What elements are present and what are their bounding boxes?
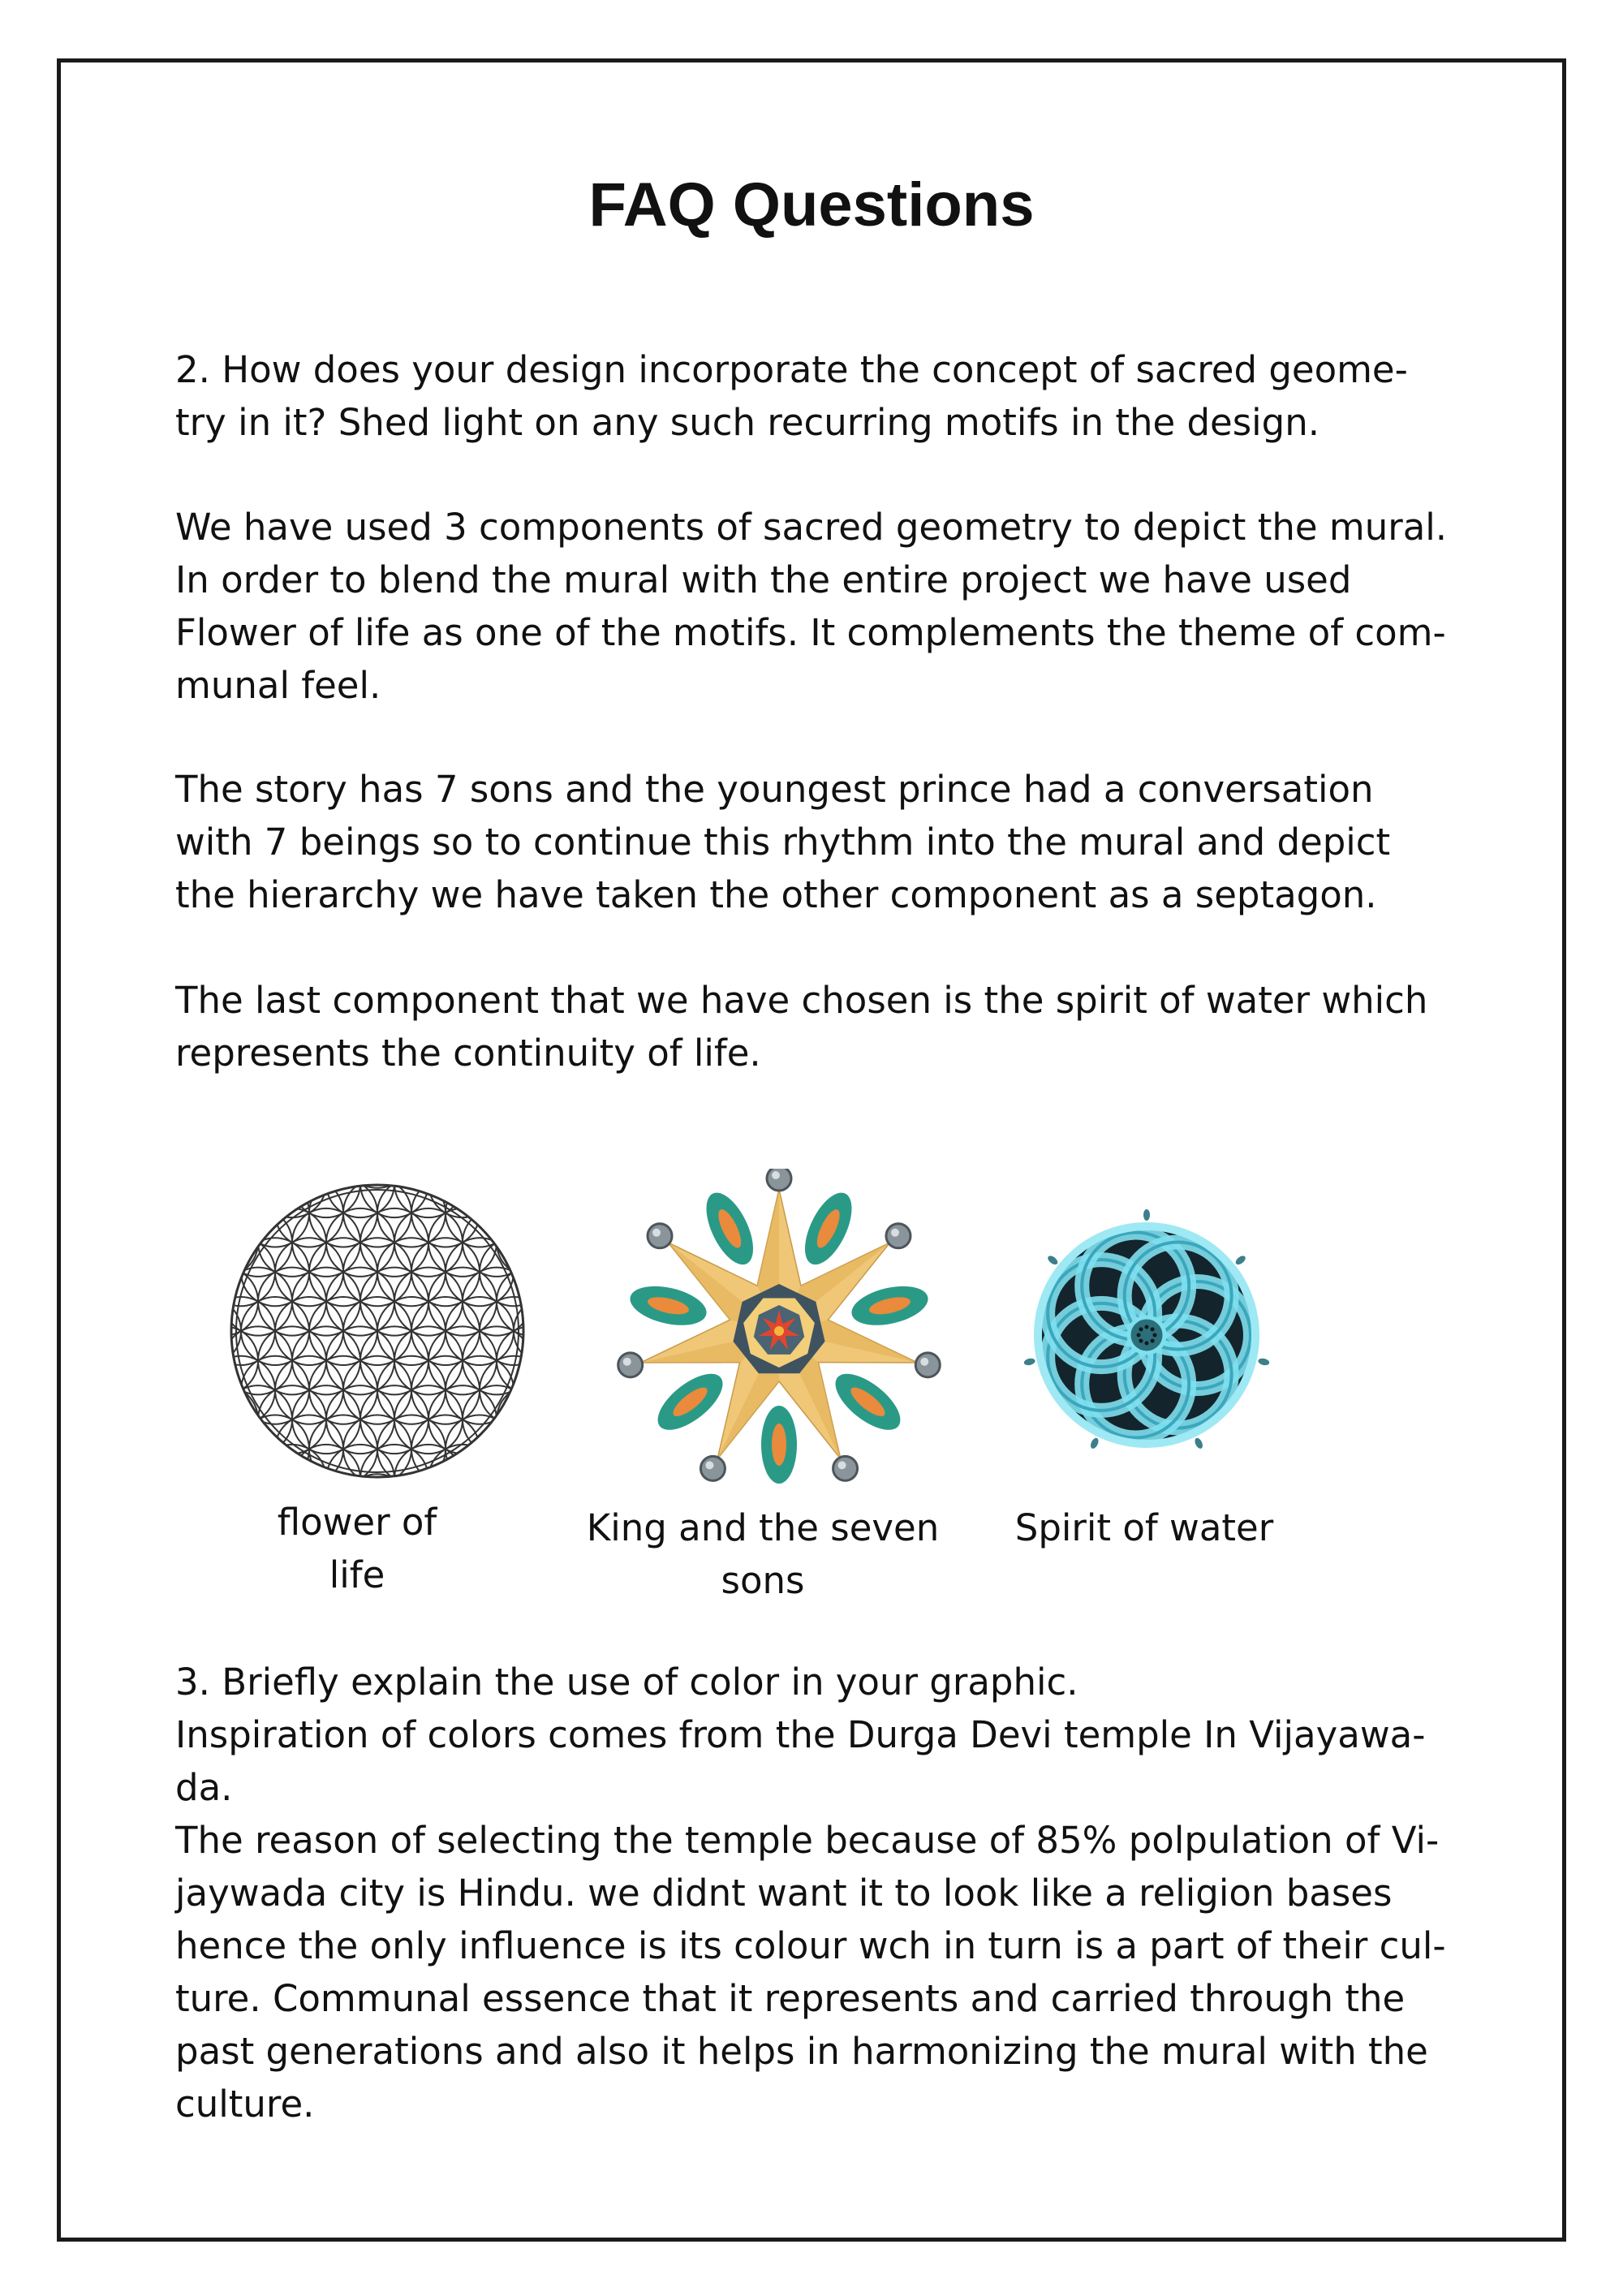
flower-of-life-icon: [227, 1181, 527, 1481]
septagon-star-icon: [617, 1169, 941, 1493]
question-2: 2. How does your design incorporate the concept of sacred geome- try in it? Shed light on any such recurring motifs in the design.: [175, 348, 1408, 444]
caption-king-and-sons: King and the seven sons: [586, 1506, 940, 1602]
spirit-of-water-icon: [1021, 1209, 1272, 1461]
answer-2-paragraph-2: The story has 7 sons and the youngest prince had a conversation with 7 beings so to continue this rhythm into the mural and depict the hierarchy we have taken the other component as a septagon.: [175, 768, 1391, 916]
answer-2-paragraph-1: We have used 3 components of sacred geometry to depict the mural. In order to blend the mural with the entire project we have used Flower of life as one of the motifs. It complements the theme of com- munal feel.: [175, 506, 1448, 707]
caption-spirit-of-water: Spirit of water: [1014, 1506, 1274, 1549]
answer-2-paragraph-3: The last component that we have chosen is the spirit of water which represents the continuity of life.: [175, 979, 1428, 1075]
page-title: FAQ Questions: [588, 170, 1035, 239]
caption-flower-of-life: flower of life: [277, 1501, 437, 1596]
question-3-and-answer: 3. Briefly explain the use of color in your graphic. Inspiration of colors comes from the Durga Devi temple In Vijayawa- da. The reason of selecting the temple because of 85% polpulation of Vi- jaywada city is Hindu. we didnt want it to look like a religion bases hence the only influence is its colour wch in turn is a part of their cul- ture. Communal essence that it represents and carried through the past generations and also it helps in harmonizing the mural with the culture.: [175, 1661, 1446, 2126]
